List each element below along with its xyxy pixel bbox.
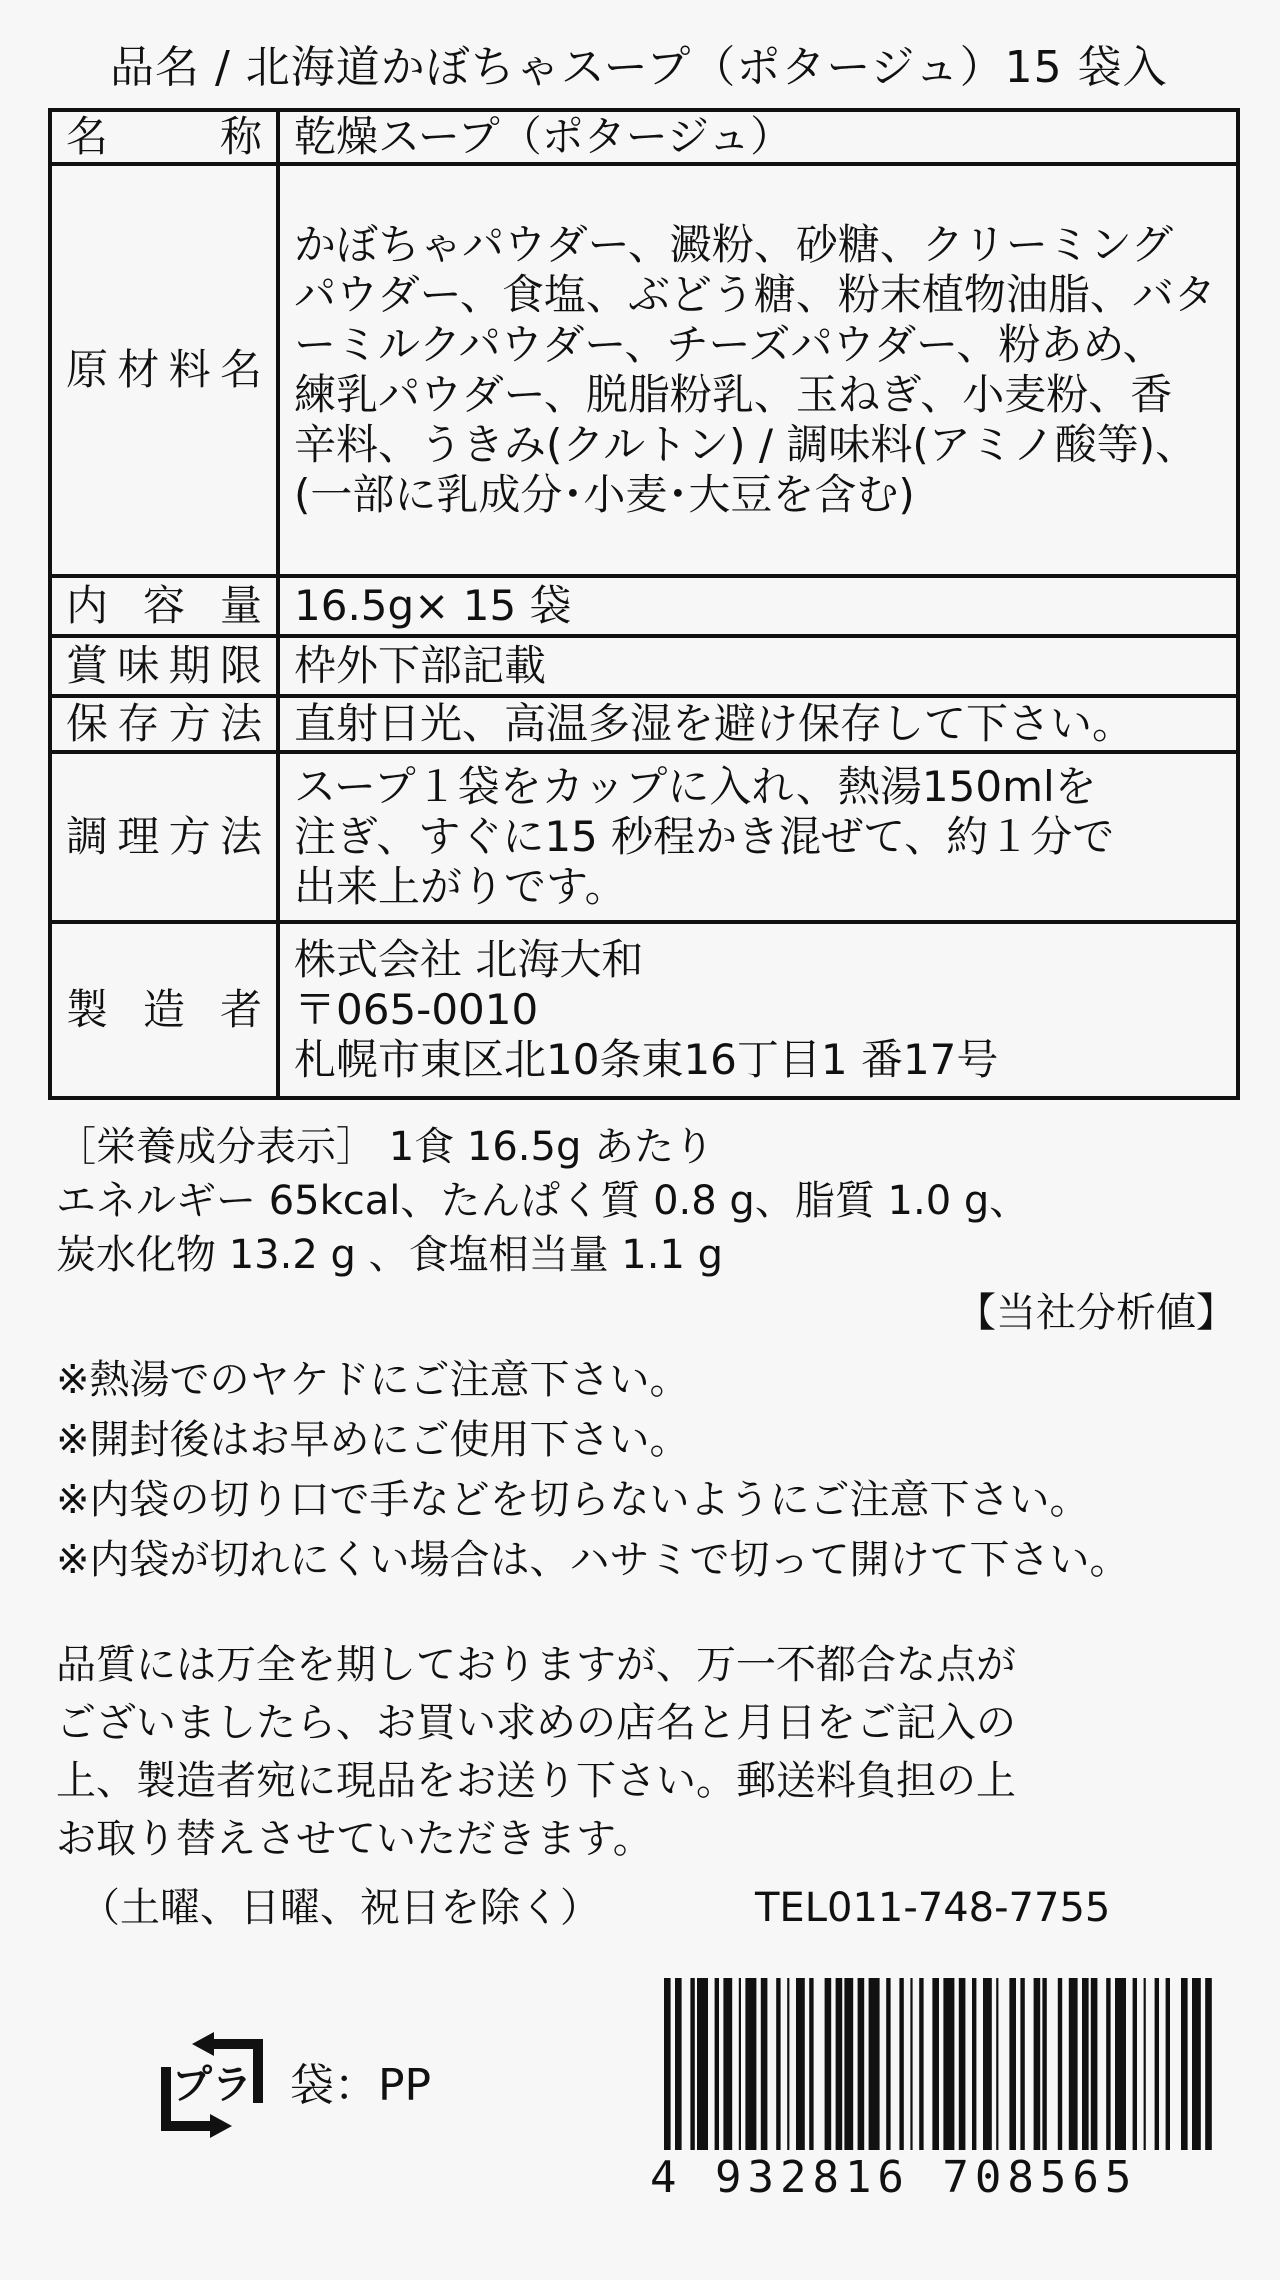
nutrition-line: 炭水化物 13.2 g 、食塩相当量 1.1 g <box>56 1232 724 1278</box>
barcode-bar <box>932 1978 939 2178</box>
contact-info <box>80 1880 1180 1936</box>
maker-value <box>278 922 1238 1098</box>
barcode-bar <box>745 1978 756 2178</box>
expiry-key: 賞味期限 <box>50 636 278 696</box>
caution-note: ※内袋の切り口で手などを切らないようにご注意下さい。 <box>56 1477 1090 1523</box>
barcode-bar <box>919 1978 923 2178</box>
barcode-bar <box>1082 1978 1089 2178</box>
barcode-bar <box>1155 1978 1159 2178</box>
cooking-line: 注ぎ、すぐに15 秒程かき混ぜて、約１分で <box>294 812 1115 861</box>
barcode-bar <box>886 1978 890 2178</box>
barcode-bar <box>959 1978 966 2178</box>
barcode-bar <box>972 1978 976 2178</box>
quality-guarantee <box>56 1636 1246 1868</box>
barcode-bar <box>1069 1978 1078 2178</box>
barcode-bar <box>761 1978 768 2178</box>
barcode-bar <box>1133 1978 1137 2178</box>
barcode-bar <box>739 1978 741 2178</box>
barcode-bar <box>1034 1978 1041 2178</box>
nutrition-source: 【当社分析値】 <box>956 1290 1236 1336</box>
storage-key: 保存方法 <box>50 696 278 752</box>
barcode-bar <box>1042 1978 1046 2178</box>
bag-material: 袋：PP <box>290 2060 432 2111</box>
barcode-bar <box>1020 1978 1024 2178</box>
row-name <box>50 110 1238 164</box>
barcode-bar <box>996 1978 998 2178</box>
barcode-bar <box>910 1978 912 2178</box>
caution-note: ※熱湯でのヤケドにご注意下さい。 <box>56 1357 690 1403</box>
row-ingredients <box>50 164 1238 576</box>
barcode-bar <box>983 1978 992 2178</box>
content-key: 内 容 量 <box>50 576 278 636</box>
cooking-line: 出来上がりです。 <box>294 862 627 911</box>
barcode-bar <box>943 1978 954 2178</box>
barcode-bar <box>844 1978 853 2178</box>
barcode-bar <box>787 1978 789 2178</box>
info-table <box>48 108 1240 1100</box>
barcode-bar <box>1058 1978 1062 2178</box>
barcode-bar <box>1009 1978 1016 2178</box>
row-cooking <box>50 752 1238 922</box>
barcode-bar <box>1091 1978 1098 2178</box>
barcode-bar <box>1166 1978 1170 2178</box>
name-key: 名 称 <box>50 110 278 164</box>
row-expiry <box>50 636 1238 696</box>
guarantee-line: お取り替えさせていただきます。 <box>56 1816 653 1862</box>
plastic-recycle-icon <box>152 2030 272 2140</box>
barcode-bar <box>809 1978 813 2178</box>
caution-note: ※開封後はお早めにご使用下さい。 <box>56 1417 690 1463</box>
maker-key: 製 造 者 <box>50 922 278 1098</box>
barcode-digits: 4 932816 708565 <box>650 2150 1220 2206</box>
barcode-bar <box>836 1978 843 2178</box>
caution-notes <box>56 1350 1246 1590</box>
barcode-bar <box>858 1978 865 2178</box>
barcode-bar <box>715 1978 719 2178</box>
phone-number: TEL011-748-7755 <box>755 1885 1111 1931</box>
ingredients-line: ーミルクパウダー、チーズパウダー、粉あめ、 <box>294 320 1165 369</box>
guarantee-line: 上、製造者宛に現品をお送り下さい。郵送料負担の上 <box>56 1758 1016 1804</box>
barcode-bar <box>1144 1978 1146 2178</box>
barcode <box>650 1978 1220 2178</box>
row-maker <box>50 922 1238 1098</box>
barcode-bar <box>1192 1978 1201 2178</box>
guarantee-line: ございましたら、お買い求めの店名と月日をご記入の <box>56 1700 1016 1746</box>
barcode-bar <box>690 1978 694 2178</box>
name-value: 乾燥スープ（ポタージュ） <box>278 110 1238 164</box>
ingredients-line: (一部に乳成分･小麦･大豆を含む) <box>294 470 915 519</box>
barcode-bar <box>869 1978 880 2178</box>
ingredients-key: 原材料名 <box>50 164 278 576</box>
product-title: 品名 / 北海道かぼちゃスープ（ポタージュ）15 袋入 <box>110 42 1168 93</box>
cooking-value <box>278 752 1238 922</box>
caution-note: ※内袋が切れにくい場合は、ハサミで切って開けて下さい。 <box>56 1537 1130 1583</box>
row-content <box>50 576 1238 636</box>
barcode-bar <box>1106 1978 1110 2178</box>
recycle-mark-text: プラ <box>172 2062 252 2108</box>
barcode-bar <box>825 1978 832 2178</box>
barcode-bar <box>1205 1978 1212 2178</box>
ingredients-line: パウダー、食塩、ぶどう糖、粉末植物油脂、バタ <box>294 270 1216 319</box>
content-value: 16.5g× 15 袋 <box>278 576 1238 636</box>
ingredients-value <box>278 164 1238 576</box>
cooking-key: 調理方法 <box>50 752 278 922</box>
nutrition-facts <box>56 1120 1236 1340</box>
storage-value: 直射日光、高温多湿を避け保存して下さい。 <box>278 696 1238 752</box>
barcode-bar <box>1181 1978 1188 2178</box>
barcode-bar <box>776 1978 780 2178</box>
maker-line: 札幌市東区北10条東16丁目1 番17号 <box>294 1035 999 1084</box>
guarantee-line: 品質には万全を期しておりますが、万一不都合な点が <box>56 1642 1016 1688</box>
barcode-bar <box>675 1978 682 2178</box>
nutrition-line: エネルギー 65kcal、たんぱく質 0.8 g、脂質 1.0 g、 <box>56 1178 1030 1224</box>
barcode-bar <box>723 1978 732 2178</box>
closed-days: （土曜、日曜、祝日を除く） <box>80 1885 600 1931</box>
barcode-bar <box>1115 1978 1126 2178</box>
barcode-bar <box>796 1978 805 2178</box>
barcode-bar <box>899 1978 903 2178</box>
ingredients-line: かぼちゃパウダー、澱粉、砂糖、クリーミング <box>294 220 1174 269</box>
ingredients-line: 練乳パウダー、脱脂粉乳、玉ねぎ、小麦粉、香 <box>294 370 1173 419</box>
nutrition-header: ［栄養成分表示］ 1食 16.5g あたり <box>56 1124 715 1170</box>
ingredients-line: 辛料、うきみ(クルトン) / 調味料(アミノ酸等)、 <box>294 420 1198 469</box>
row-storage <box>50 696 1238 752</box>
maker-line: 〒065-0010 <box>294 985 539 1034</box>
barcode-bar <box>697 1978 708 2178</box>
maker-line: 株式会社 北海大和 <box>294 935 644 984</box>
cooking-line: スープ１袋をカップに入れ、熱湯150mlを <box>294 762 1097 811</box>
barcode-bar <box>664 1978 671 2178</box>
expiry-value: 枠外下部記載 <box>278 636 1238 696</box>
